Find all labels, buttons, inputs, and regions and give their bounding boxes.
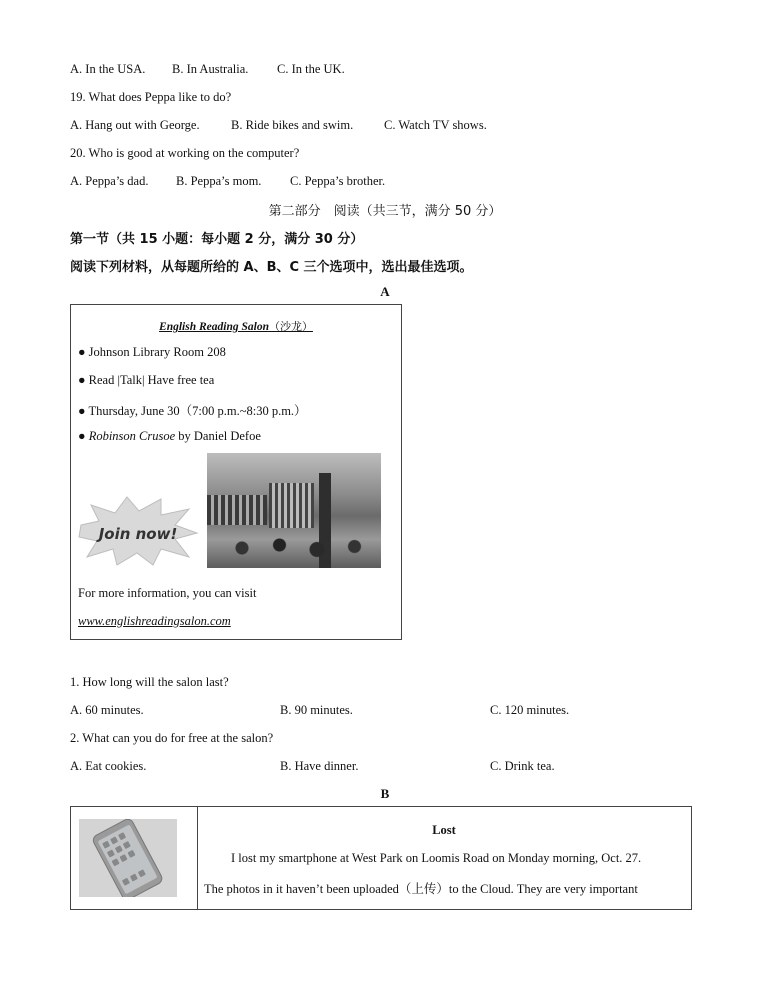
lost-title: Lost	[432, 823, 456, 837]
q18-option-a: A. In the USA.	[70, 62, 146, 76]
q20-question: 20. Who is good at working on the computer?	[70, 146, 300, 160]
instruction: 阅读下列材料，从每题所给的 A、B、C 三个选项中，选出最佳选项。	[70, 260, 473, 275]
q20-option-a: A. Peppa’s dad.	[70, 174, 149, 188]
q2-option-a: A. Eat cookies.	[70, 759, 147, 773]
q2-option-b: B. Have dinner.	[280, 759, 359, 773]
bookshelf-right	[269, 483, 314, 528]
bullet-activities: ● Read |Talk| Have free tea	[78, 373, 215, 387]
q2-option-c: C. Drink tea.	[490, 759, 555, 773]
people-group	[227, 533, 377, 563]
book-title: Robinson Crusoe	[88, 429, 176, 443]
library-photo	[207, 453, 381, 568]
passage-b-label: B	[380, 786, 390, 801]
q1-option-c: C. 120 minutes.	[490, 703, 570, 717]
book-author: by Daniel Defoe	[175, 429, 261, 443]
q18-option-c: C. In the UK.	[277, 62, 345, 76]
smartphone-photo	[79, 819, 177, 897]
bullet-book-dot: ●	[78, 429, 89, 443]
salon-title-cn: （沙龙）	[268, 320, 313, 333]
bullet-book	[78, 429, 261, 444]
passage-a-box	[70, 304, 402, 640]
part2-title: 第二部分 阅读（共三节，满分 50 分）	[268, 204, 502, 219]
section1-heading: 第一节（共 15 小题：每小题 2 分，满分 30 分）	[70, 232, 364, 247]
q20-option-b: B. Peppa’s mom.	[176, 174, 262, 188]
salon-title-en: English Reading Salon	[159, 321, 269, 333]
lost-line-1: I lost my smartphone at West Park on Loomis Road on Monday morning, Oct. 27.	[231, 851, 642, 865]
q2-question: 2. What can you do for free at the salon?	[70, 731, 274, 745]
q19-option-b: B. Ride bikes and swim.	[231, 118, 354, 132]
join-now-starburst	[77, 495, 199, 567]
salon-title	[71, 318, 401, 334]
q20-option-c: C. Peppa’s brother.	[290, 174, 386, 188]
join-now-text: Join now!	[98, 525, 178, 543]
q18-option-b: B. In Australia.	[172, 62, 249, 76]
q1-option-b: B. 90 minutes.	[280, 703, 353, 717]
bullet-time: ● Thursday, June 30（7:00 p.m.~8:30 p.m.）	[78, 404, 307, 418]
bookshelf-left	[207, 495, 267, 525]
bullet-location: ● Johnson Library Room 208	[78, 345, 226, 359]
q19-option-a: A. Hang out with George.	[70, 118, 200, 132]
passage-a-label: A	[380, 284, 390, 299]
more-info-text: For more information, you can visit	[78, 586, 257, 600]
q1-option-a: A. 60 minutes.	[70, 703, 144, 717]
website-link[interactable]: www.englishreadingsalon.com	[78, 614, 231, 628]
q19-question: 19. What does Peppa like to do?	[70, 90, 232, 104]
q19-option-c: C. Watch TV shows.	[384, 118, 487, 132]
lost-line-2: The photos in it haven’t been uploaded（上传）to the Cloud. They are very important	[204, 882, 638, 896]
q1-question: 1. How long will the salon last?	[70, 675, 229, 689]
passage-b-box	[70, 806, 692, 910]
